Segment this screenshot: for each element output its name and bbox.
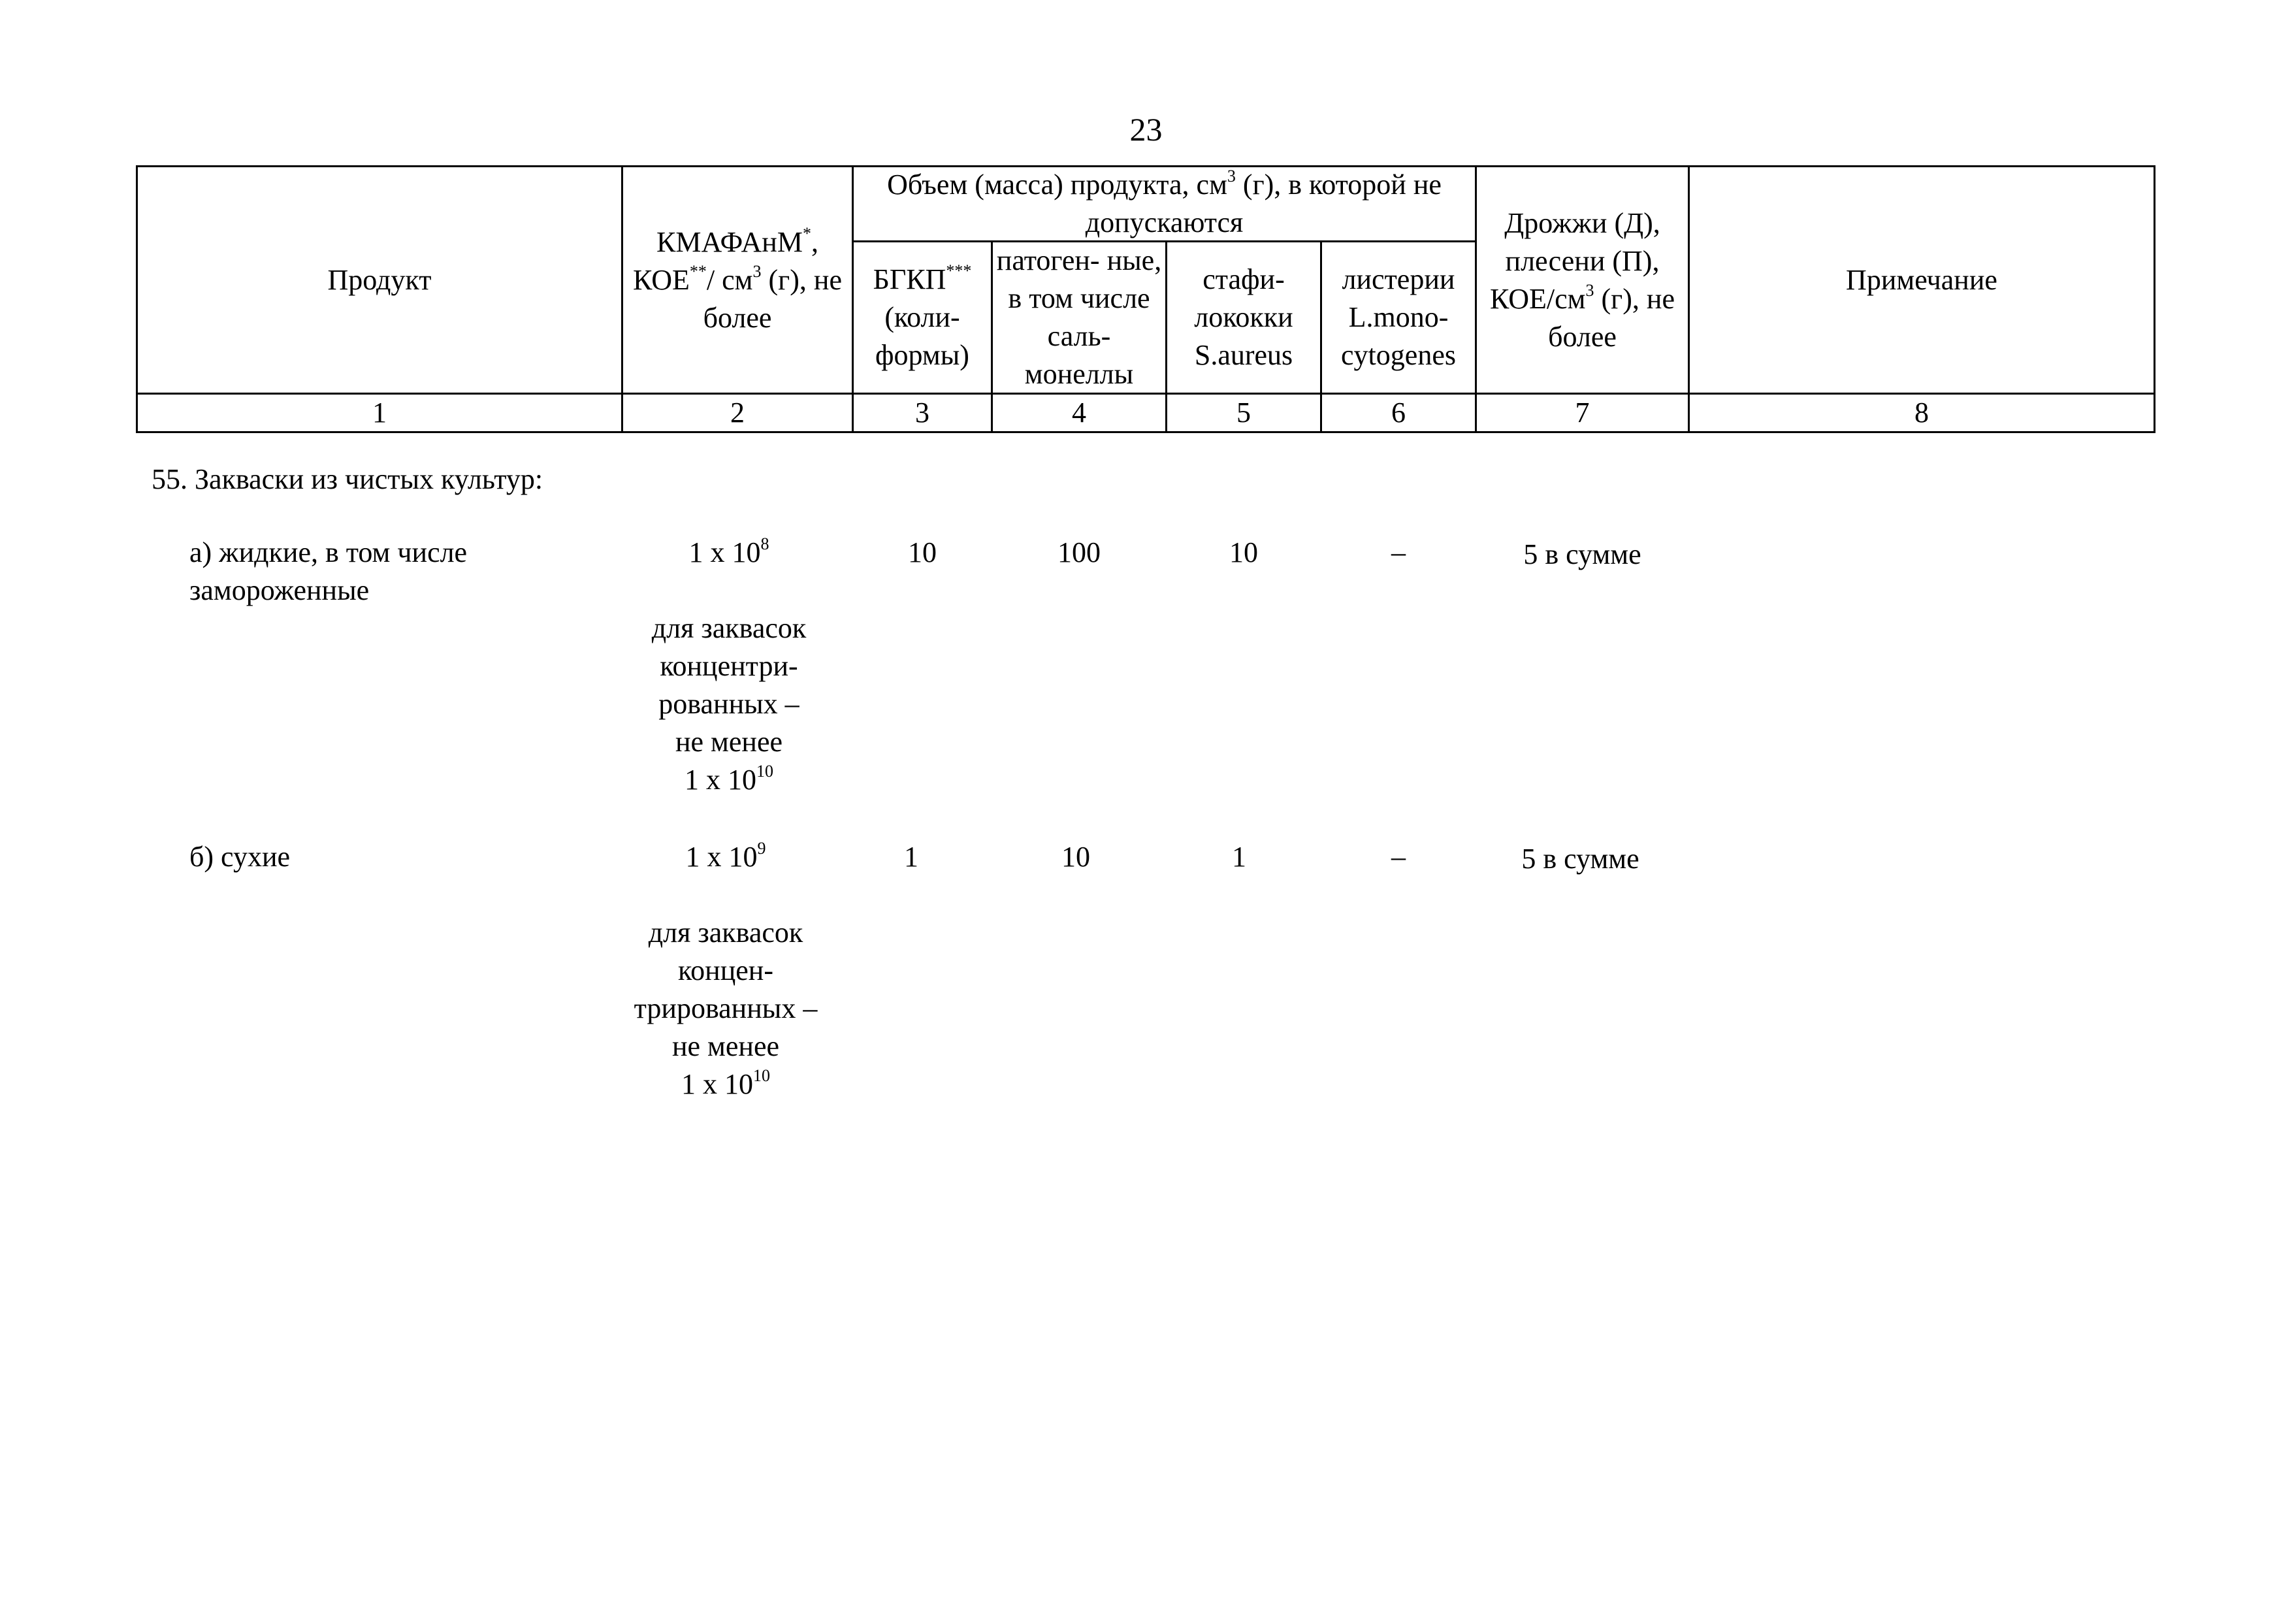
col-number: 2 xyxy=(730,397,745,429)
row-a-pathogenic: 100 xyxy=(1057,536,1101,568)
header-listeria: листерии L.mono- cytogenes xyxy=(1341,263,1456,371)
header-table xyxy=(136,165,2155,433)
row-a-bgkp: 10 xyxy=(908,536,937,568)
header-bgkp: БГКП*** (коли- формы) xyxy=(873,261,972,371)
header-kmafanm: КМАФАнМ*, КОЕ**/ $см^3$ (г), не более xyxy=(633,223,842,334)
section-title: 55. Закваски из чистых культур: xyxy=(152,463,543,495)
header-volume-group: Объем (масса) продукта, $см^3$ (г), в которой не допускаются xyxy=(887,167,1442,238)
header-pathogenic: патоген- ные, в том числе саль- монеллы xyxy=(996,244,1162,390)
table-border-right xyxy=(2154,165,2155,433)
col-number: 5 xyxy=(1236,397,1251,429)
row-b-pathogenic: 10 xyxy=(1061,841,1090,873)
row-a-listeria: – xyxy=(1391,536,1406,568)
row-a-kmafanm: 1 х $10^8$ для заквасок концентри- рованных – не менее 1 х $10^{10}$ xyxy=(651,534,807,796)
col-number: 6 xyxy=(1391,397,1406,429)
page-number: 23 xyxy=(1129,111,1163,148)
header-note: Примечание xyxy=(1846,263,1997,296)
header-yeast-mold: Дрожжи (Д), плесени (П), КОЕ/$см^3$ (г), не более xyxy=(1490,206,1675,353)
row-b-product: б) сухие xyxy=(189,841,291,873)
row-b-listeria: – xyxy=(1391,841,1406,873)
row-b-kmafanm: 1 х $10^9$ для заквасок концен- трированных – не менее 1 х $10^{10}$ xyxy=(634,839,818,1100)
col-number: 7 xyxy=(1575,397,1590,429)
col-number: 8 xyxy=(1914,397,1929,429)
row-b-yeast-mold: 5 в сумме xyxy=(1521,843,1639,875)
col-number: 4 xyxy=(1072,397,1086,429)
row-b-staphylococci: 1 xyxy=(1232,841,1246,873)
col-number: 3 xyxy=(915,397,929,429)
row-a-product: а) жидкие, в том числе замороженные xyxy=(189,536,468,606)
header-staphylococci: стафи- лококки S.aureus xyxy=(1194,263,1293,371)
col-number: 1 xyxy=(372,397,387,429)
row-b-bgkp: 1 xyxy=(904,841,918,873)
row-a-staphylococci: 10 xyxy=(1229,536,1258,568)
header-product: Продукт xyxy=(327,263,432,296)
table-border-bottom xyxy=(136,431,2155,433)
row-a-yeast-mold: 5 в сумме xyxy=(1523,538,1641,570)
